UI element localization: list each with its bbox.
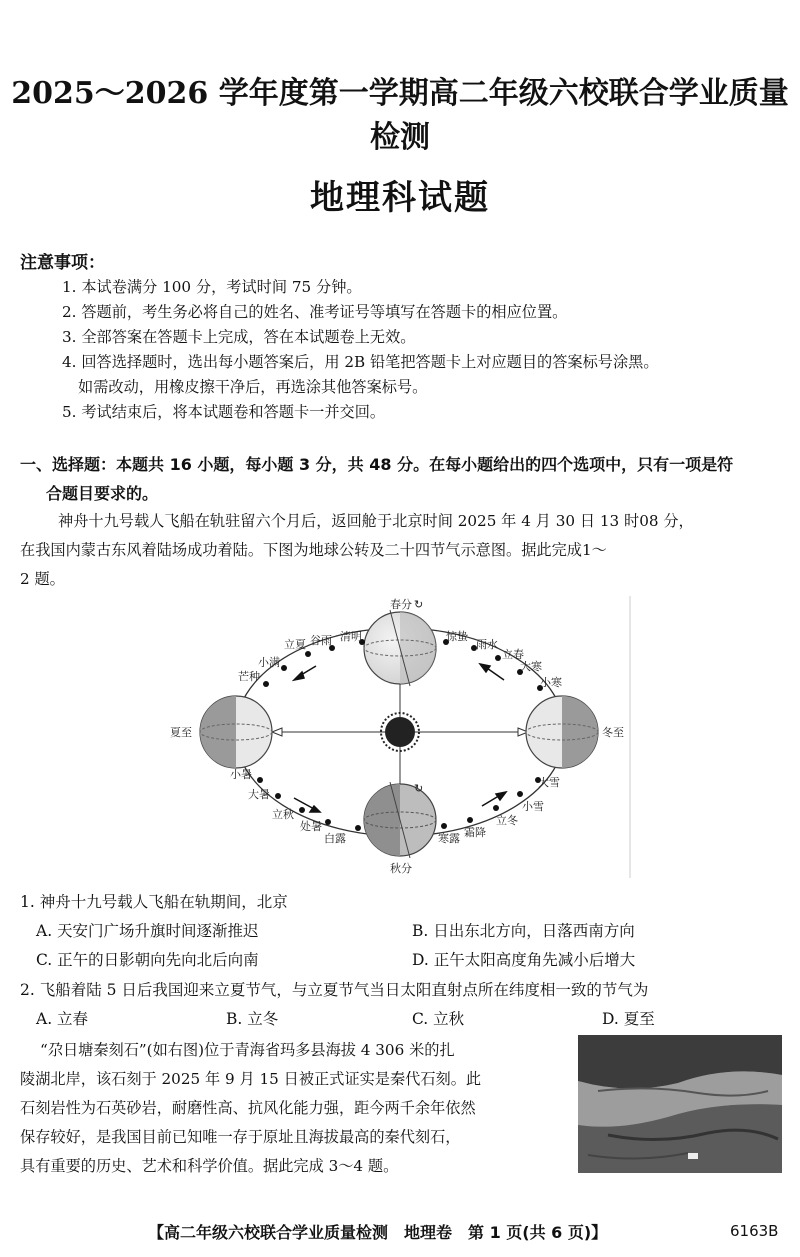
note-item: 5. 考试结束后，将本试题卷和答题卡一并交回。 [62, 403, 386, 421]
section-heading: 一、选择题：本题共 16 小题，每小题 3 分，共 48 分。在每小题给出的四个选项中，只有一项是符 [20, 455, 734, 474]
passage2-line: 保存较好，是我国目前已知唯一存于原址且海拔最高的秦代刻石， [20, 1128, 461, 1146]
svg-text:白露: 白露 [324, 832, 346, 845]
note-item: 4. 回答选择题时，选出每小题答案后，用 2B 铅笔把答题卡上对应题目的答案标号涂黑。 [62, 353, 659, 371]
paper-code: 6163B [730, 1222, 779, 1240]
earth-summer-solstice [200, 696, 272, 768]
svg-text:霜降: 霜降 [464, 826, 486, 839]
question-1-stem: 1. 神舟十九号载人飞船在轨期间，北京 [20, 893, 288, 911]
note-item: 2. 答题前，考生务必将自己的姓名、准考证号等填写在答题卡的相应位置。 [62, 303, 568, 321]
svg-text:大雪: 大雪 [538, 776, 560, 789]
exam-subject-title: 地理科试题 [310, 178, 490, 218]
passage1-line: 2 题。 [20, 570, 65, 588]
svg-text:立夏: 立夏 [284, 638, 306, 651]
svg-text:小暑: 小暑 [230, 768, 252, 781]
svg-text:大暑: 大暑 [248, 788, 270, 801]
notes-heading: 注意事项： [20, 253, 105, 273]
svg-text:立冬: 立冬 [496, 814, 518, 827]
svg-text:秋分: 秋分 [390, 862, 412, 875]
svg-text:立秋: 立秋 [272, 808, 294, 821]
note-item: 1. 本试卷满分 100 分，考试时间 75 分钟。 [62, 278, 362, 296]
svg-text:大寒: 大寒 [520, 660, 542, 673]
page-footer: 【高二年级六校联合学业质量检测 地理卷 第 1 页(共 6 页)】 [148, 1223, 608, 1242]
stone-inscription-photo [578, 1035, 782, 1173]
question-2-option-d: D. 夏至 [602, 1010, 655, 1028]
svg-text:冬至: 冬至 [602, 726, 624, 739]
earth-spring-equinox [364, 610, 436, 686]
svg-text:谷雨: 谷雨 [310, 634, 332, 647]
svg-text:↻: ↻ [414, 598, 424, 611]
question-1-option-c: C. 正午的日影朝向先向北后向南 [36, 951, 259, 969]
svg-text:清明: 清明 [340, 630, 362, 643]
note-item: 如需改动，用橡皮擦干净后，再选涂其他答案标号。 [78, 378, 428, 396]
svg-text:春分: 春分 [390, 598, 412, 611]
sun-icon [381, 713, 419, 751]
exam-title: 2025～2026 学年度第一学期高二年级六校联合学业质量检测 [11, 76, 789, 155]
passage2-line: 石刻岩性为石英砂岩，耐磨性高、抗风化能力强，距今两千余年依然 [20, 1099, 476, 1117]
svg-text:立春: 立春 [502, 648, 524, 661]
passage2-line: “尕日塘秦刻石”(如右图)位于青海省玛多县海拔 4 306 米的扎 [40, 1041, 455, 1059]
passage1-line: 神舟十九号载人飞船在轨驻留六个月后，返回舱于北京时间 2025 年 4 月 30 日 13 时08 分， [58, 512, 694, 530]
question-2-option-a: A. 立春 [36, 1010, 89, 1028]
passage2-line: 陵湖北岸，该石刻于 2025 年 9 月 15 日被正式证实是秦代石刻。此 [20, 1070, 482, 1088]
note-item: 3. 全部答案在答题卡上完成，答在本试题卷上无效。 [62, 328, 416, 346]
section-heading-cont: 合题目要求的。 [46, 484, 159, 503]
question-2-option-b: B. 立冬 [226, 1010, 279, 1028]
svg-text:夏至: 夏至 [170, 726, 192, 739]
question-1-option-d: D. 正午太阳高度角先减小后增大 [412, 951, 636, 969]
question-2-stem: 2. 飞船着陆 5 日后我国迎来立夏节气，与立夏节气当日太阳直射点所在纬度相一致的节气为 [20, 981, 649, 999]
svg-text:小满: 小满 [258, 656, 280, 669]
svg-text:小雪: 小雪 [522, 800, 544, 813]
question-1-option-a: A. 天安门广场升旗时间逐渐推迟 [36, 922, 259, 940]
svg-text:小寒: 小寒 [540, 676, 562, 689]
svg-text:寒露: 寒露 [438, 832, 460, 845]
passage2-line: 具有重要的历史、艺术和科学价值。据此完成 3～4 题。 [20, 1157, 399, 1175]
earth-orbit-solar-terms-diagram [168, 596, 632, 878]
question-1-option-b: B. 日出东北方向，日落西南方向 [412, 922, 635, 940]
svg-text:惊蛰: 惊蛰 [446, 630, 468, 643]
svg-text:雨水: 雨水 [476, 638, 498, 651]
svg-text:处暑: 处暑 [300, 820, 322, 833]
earth-winter-solstice [526, 696, 598, 768]
passage1-line: 在我国内蒙古东风着陆场成功着陆。下图为地球公转及二十四节气示意图。据此完成1～ [20, 541, 607, 559]
earth-autumn-equinox [364, 782, 436, 858]
question-2-option-c: C. 立秋 [412, 1010, 465, 1028]
svg-text:↻: ↻ [414, 782, 424, 795]
svg-text:芒种: 芒种 [238, 670, 260, 683]
